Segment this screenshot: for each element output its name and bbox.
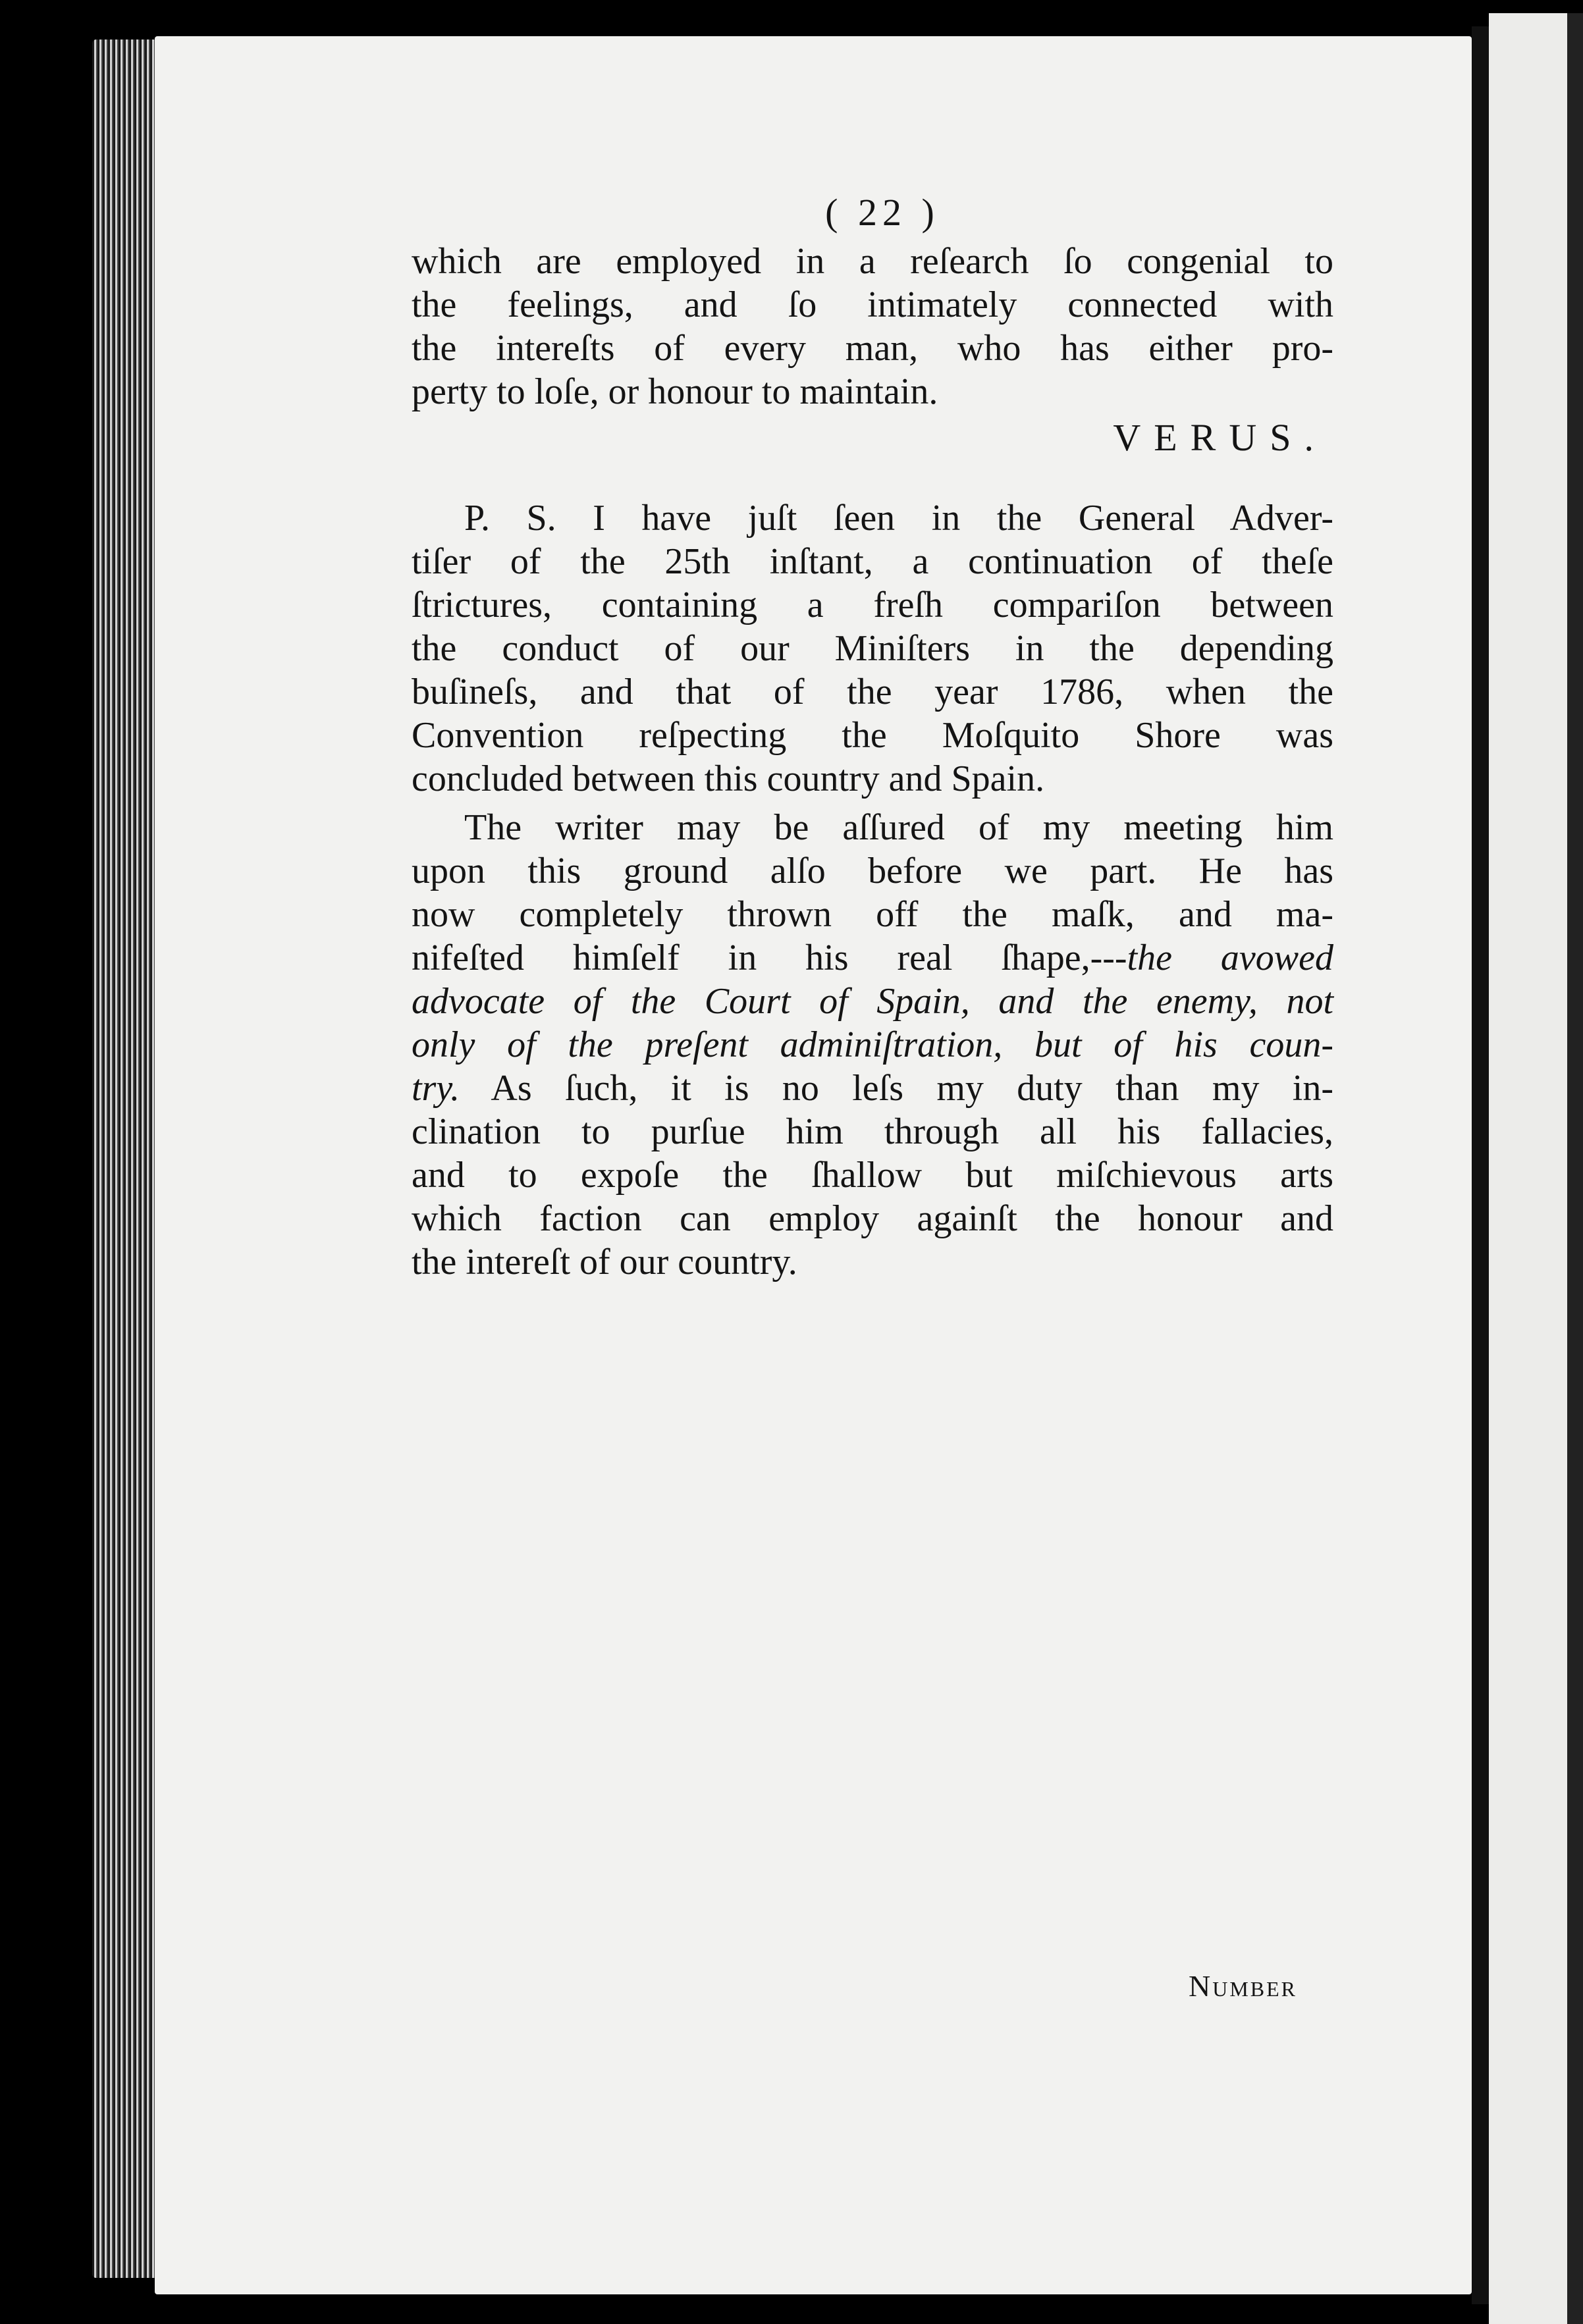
text-line: the intereſts of every man, who has either pro- — [412, 328, 1333, 369]
paragraph-writer — [412, 806, 1333, 1284]
text-line: the feelings, and ſo intimately connected with — [412, 284, 1333, 325]
text-line: which faction can employ againſt the honour and — [412, 1198, 1333, 1239]
gutter-shadow — [1472, 26, 1489, 2304]
text-segment: As ſuch, it is no leſs my duty than my in- — [460, 1068, 1333, 1109]
text-line — [412, 1067, 1333, 1110]
italic-line: advocate of the Court of Spain, and the enemy, not — [412, 981, 1333, 1022]
text-segment: nifeſted himſelf in his real ſhape,--- — [412, 938, 1127, 978]
text-line: tiſer of the 25th inſtant, a continuation of theſe — [412, 541, 1333, 582]
postscript — [412, 496, 1333, 801]
italic-segment: the avowed — [1127, 938, 1333, 978]
text-line: clination to purſue him through all his fallacies, — [412, 1111, 1333, 1152]
signature: VERUS. — [1113, 416, 1327, 459]
text-line: now completely thrown off the maſk, and ma- — [412, 894, 1333, 935]
page-text — [412, 191, 1333, 1284]
text-line: Convention reſpecting the Moſquito Shore was — [412, 715, 1333, 756]
italic-line: only of the preſent adminiſtration, but of his coun- — [412, 1024, 1333, 1065]
text-line: and to expoſe the ſhallow but miſchievous arts — [412, 1155, 1333, 1196]
page-number: ( 22 ) — [825, 191, 940, 234]
text-line: the intereſt of our country. — [412, 1242, 797, 1282]
text-line: concluded between this country and Spain. — [412, 758, 1045, 799]
adjacent-page-edge — [1567, 13, 1583, 2324]
italic-segment: try. — [412, 1068, 460, 1109]
text-line: ſtrictures, containing a freſh compariſon between — [412, 585, 1333, 625]
text-line: P. S. I have juſt ſeen in the General Adver- — [464, 498, 1333, 539]
text-line: The writer may be aſſured of my meeting him — [464, 807, 1333, 848]
text-line: which are employed in a reſearch ſo congenial to — [412, 241, 1333, 282]
text-line: buſineſs, and that of the year 1786, when the — [412, 672, 1333, 712]
catchword: Number — [1189, 1969, 1298, 2003]
text-line: perty to loſe, or honour to maintain. — [412, 371, 938, 412]
paragraph-closing — [412, 240, 1333, 413]
text-line: the conduct of our Miniſters in the depending — [412, 628, 1333, 669]
text-line — [412, 936, 1333, 980]
text-line: upon this ground alſo before we part. He has — [412, 851, 1333, 891]
